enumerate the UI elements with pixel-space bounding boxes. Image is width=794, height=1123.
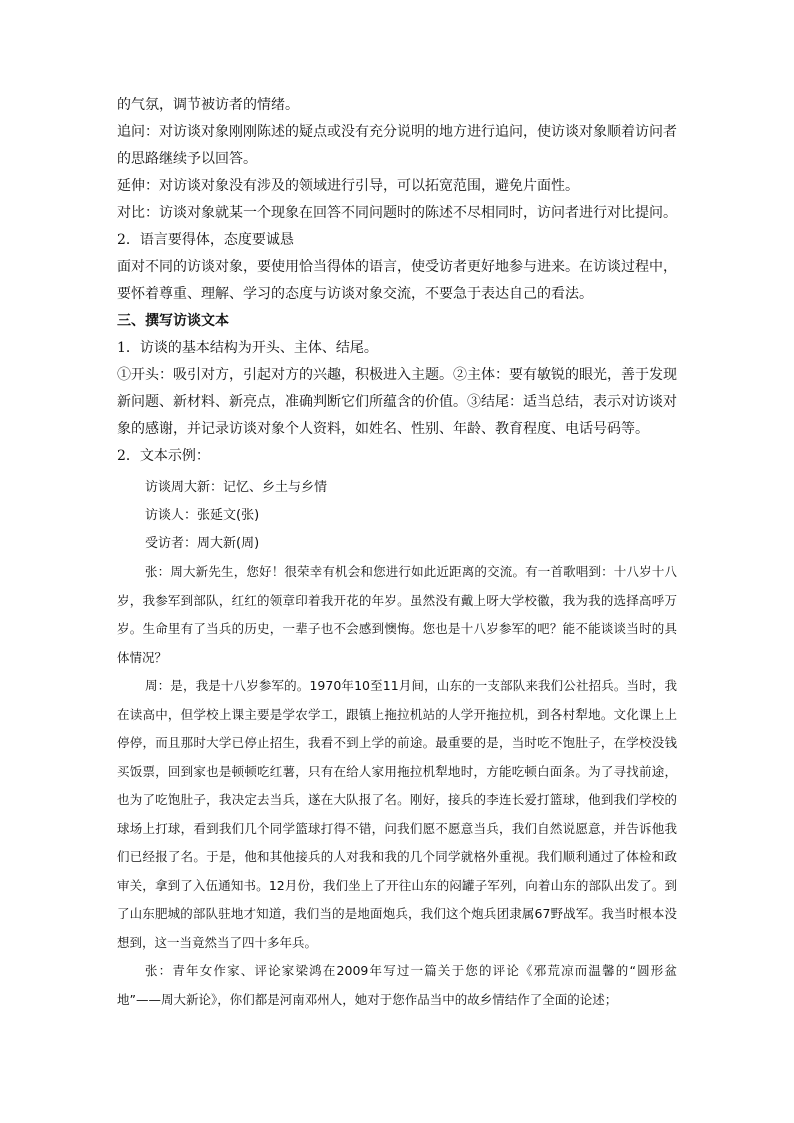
dialogue-zhang-2: 张：青年女作家、评论家梁鸿在2009年写过一篇关于您的评论《邪荒凉而温馨的“圆形盆地”——周大新论》，你们都是河南邓州人，她对于您作品当中的故乡情结作了全面的论述； xyxy=(117,963,677,1007)
interview-techniques-block xyxy=(117,92,677,470)
paragraph-structure: ①开头：吸引对方，引起对方的兴趣，积极进入主题。②主体：要有敏锐的眼光，善于发现新问题、新材料、新亮点，准确判断它们所蕴含的价值。③结尾：适当总结，表示对访谈对象的感谢，并记录访谈对象个人资料，如姓名、性别、年龄、教育程度、电话号码等。 xyxy=(117,367,677,437)
sample-interviewer: 访谈人：张延文(张) xyxy=(145,508,260,523)
paragraph-contrast: 对比：访谈对象就某一个现象在回答不同问题时的陈述不尽相同时，访问者进行对比提问。 xyxy=(117,205,677,221)
sample-interview xyxy=(117,474,677,1014)
heading-writing-interview-text: 三、撰写访谈文本 xyxy=(117,313,229,329)
subheading-structure: 1．访谈的基本结构为开头、主体、结尾。 xyxy=(117,340,378,356)
dialogue-zhang-1: 张：周大新先生，您好！很荣幸有机会和您进行如此近距离的交流。有一首歌唱到：十八岁十八岁，我参军到部队，红红的领章印着我开花的年岁。虽然没有戴上呀大学校徽，我为我的选择高呼万岁。生命里有了当兵的历史，一辈子也不会感到懊悔。您也是十八岁参军的吧？能不能谈谈当时的具体情况？ xyxy=(117,564,677,665)
paragraph-language: 面对不同的访谈对象，要使用恰当得体的语言，使受访者更好地参与进来。在访谈过程中，要怀着尊重、理解、学习的态度与访谈对象交流，不要急于表达自己的看法。 xyxy=(117,259,677,302)
paragraph-follow-up: 追问：对访谈对象刚刚陈述的疑点或没有充分说明的地方进行追问，使访谈对象顺着访问者的思路继续予以回答。 xyxy=(117,124,677,167)
sample-interviewee: 受访者：周大新(周) xyxy=(145,536,260,551)
paragraph-atmosphere: 的气氛，调节被访者的情绪。 xyxy=(117,97,299,113)
paragraph-extension: 延伸：对访谈对象没有涉及的领域进行引导，可以拓宽范围，避免片面性。 xyxy=(117,178,579,194)
sample-title: 访谈周大新：记忆、乡土与乡情 xyxy=(145,480,328,495)
dialogue-zhou-1: 周：是，我是十八岁参军的。1970年10至11月间，山东的一支部队来我们公社招兵。当时，我在读高中，但学校上课主要是学农学工，跟镇上拖拉机站的人学开拖拉机，到各村犁地。文化课上上停停，而且那时大学已停止招生，我看不到上学的前途。最重要的是，当时吃不饱肚子，在学校没钱买饭票，回到家也是顿顿吃红薯，只有在给人家用拖拉机犁地时，方能吃顿白面条。为了寻找前途，也为了吃饱肚子，我决定去当兵，遂在大队报了名。刚好，接兵的李连长爱打篮球，他到我们学校的球场上打球，看到我们几个同学篮球打得不错，问我们愿不愿意当兵，我们自然说愿意，并告诉他我们已经报了名。于是，他和其他接兵的人对我和我的几个同学就格外重视。我们顺利通过了体检和政审关，拿到了入伍通知书。12月份，我们坐上了开往山东的闷罐子军列，向着山东的部队出发了。到了山东肥城的部队驻地才知道，我们当的是地面炮兵，我们这个炮兵团隶属67野战军。我当时根本没想到，这一当竟然当了四十多年兵。 xyxy=(117,678,677,950)
subheading-language: 2．语言要得体，态度要诚恳 xyxy=(117,232,294,248)
subheading-sample: 2．文本示例： xyxy=(117,448,210,464)
